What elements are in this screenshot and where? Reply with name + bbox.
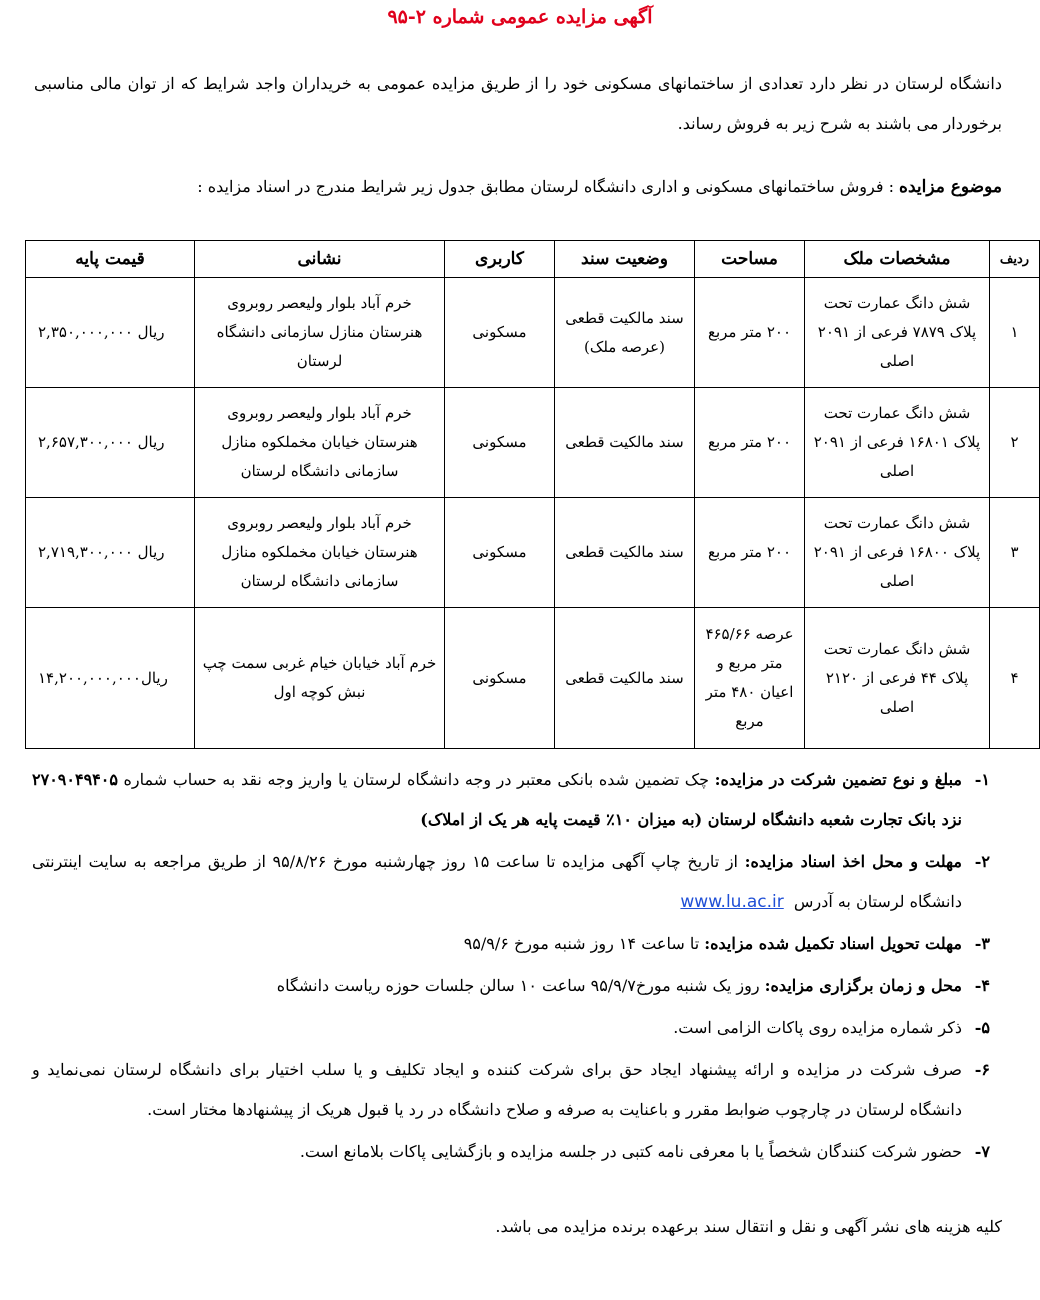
table-row [26,608,1040,749]
cell-price: ۲,۷۱۹,۳۰۰,۰۰۰ ریال [26,498,195,608]
intro-paragraph: دانشگاه لرستان در نظر دارد تعدادی از ساختمانهای مسکونی خود را از طریق مزایده عمومی به خریداران واجد شرایط که از توان مالی مناسبی برخوردار می باشند به شرح زیر به فروش رساند. [34,74,1003,133]
cell-row-number: ۱ [990,278,1040,388]
cell-row-number: ۳ [990,498,1040,608]
cell-use: مسکونی [445,278,555,388]
subject-line [34,172,1002,202]
condition-heading: مهلت تحویل اسناد تکمیل شده مزایده: [704,934,962,953]
cell-address: خرم آباد بلوار ولیعصر روبروی هنرستان منازل سازمانی دانشگاه لرستان [195,278,445,388]
header-area: مساحت [695,241,805,278]
condition-item [32,1132,990,1172]
cell-area: عرصه ۴۶۵/۶۶ متر مربع و اعیان ۴۸۰ متر مربع [695,608,805,749]
condition-text: حضور شرکت کنندگان شخصاً یا با معرفی نامه کتبی در جلسه مزایده و بازگشایی پاکات بلامانع است. [299,1142,962,1161]
condition-heading: مهلت و محل اخذ اسناد مزایده: [744,852,962,871]
cell-deed: سند مالکیت قطعی (عرصه ملک) [555,278,695,388]
header-price: قیمت پایه [26,241,195,278]
page-title: آگهی مزایده عمومی شماره ۲-۹۵ [387,6,653,28]
cell-spec: شش دانگ عمارت تحت پلاک ۱۶۸۰۱ فرعی از ۲۰۹۱ اصلی [805,388,990,498]
condition-number: ۵- [974,1018,990,1037]
cell-deed: سند مالکیت قطعی [555,498,695,608]
cell-area: ۲۰۰ متر مربع [695,498,805,608]
table-row [26,388,1040,498]
header-row-number: ردیف [990,241,1040,278]
condition-item [32,1008,990,1048]
cell-area: ۲۰۰ متر مربع [695,278,805,388]
condition-text: چک تضمین شده بانکی معتبر در وجه دانشگاه لرستان یا واریز وجه نقد به حساب شماره [117,770,715,789]
cell-use: مسکونی [445,388,555,498]
footer-note: کلیه هزینه های نشر آگهی و نقل و انتقال سند برعهده برنده مزایده می باشد. [495,1217,1002,1236]
condition-heading: مبلغ و نوع تضمین شرکت در مزایده: [714,770,963,789]
header-address: نشانی [195,241,445,278]
condition-item [32,924,990,964]
condition-text: روز یک شنبه مورخ۹۵/۹/۷ ساعت ۱۰ سالن جلسات حوزه ریاست دانشگاه [276,976,765,995]
condition-bold-tail: ۲۷۰۹۰۴۹۴۰۵ نزد بانک تجارت شعبه دانشگاه لرستان (به میزان ۱۰٪ قیمت پایه هر یک از املاک) [32,770,962,829]
condition-text: صرف شرکت در مزایده و ارائه پیشنهاد ایجاد حق برای شرکت کننده و ایجاد تکلیف و یا سلب اختیار برای دانشگاه لرستان نمی‌نماید و دانشگاه لرستان در چارچوب ضوابط مقرر و باعنایت به صرفه و صلاح دانشگاه در رد یا قبول هریک از پیشنهادها مختار است. [32,1060,962,1119]
cell-spec: شش دانگ عمارت تحت پلاک ۴۴ فرعی از ۲۱۲۰ اصلی [805,608,990,749]
condition-text: ذکر شماره مزایده روی پاکات الزامی است. [673,1018,962,1037]
cell-address: خرم آباد بلوار ولیعصر روبروی هنرستان خیابان مخملکوه منازل سازمانی دانشگاه لرستان [195,498,445,608]
condition-number: ۶- [974,1060,990,1079]
condition-number: ۴- [974,976,990,995]
cell-address: خرم آباد خیابان خیام غربی سمت چپ نبش کوچه اول [195,608,445,749]
condition-item [32,842,990,922]
table-row [26,278,1040,388]
cell-price: ۱۴,۲۰۰,۰۰۰,۰۰۰ریال [26,608,195,749]
cell-use: مسکونی [445,608,555,749]
subject-text: : فروش ساختمانهای مسکونی و اداری دانشگاه لرستان مطابق جدول زیر شرایط مندرج در اسناد مزایده : [197,177,900,196]
cell-spec: شش دانگ عمارت تحت پلاک ۱۶۸۰۰ فرعی از ۲۰۹۱ اصلی [805,498,990,608]
condition-text: تا ساعت ۱۴ روز شنبه مورخ ۹۵/۹/۶ [463,934,705,953]
condition-text: از تاریخ چاپ آگهی مزایده تا ساعت ۱۵ روز چهارشنبه مورخ ۹۵/۸/۲۶ از طریق مراجعه به سایت اینترنتی دانشگاه لرستان به آدرس [32,852,962,911]
condition-number: ۷- [974,1142,990,1161]
subject-label: موضوع مزایده [899,177,1002,197]
condition-heading: محل و زمان برگزاری مزایده: [764,976,962,995]
table-header-row [26,241,1040,278]
condition-number: ۱- [974,770,990,789]
cell-deed: سند مالکیت قطعی [555,608,695,749]
cell-area: ۲۰۰ متر مربع [695,388,805,498]
condition-item [32,966,990,1006]
cell-address: خرم آباد بلوار ولیعصر روبروی هنرستان خیابان مخملکوه منازل سازمانی دانشگاه لرستان [195,388,445,498]
conditions-list [32,760,990,1174]
condition-number: ۲- [974,852,990,871]
condition-number: ۳- [974,934,990,953]
condition-item [32,1050,990,1130]
cell-row-number: ۴ [990,608,1040,749]
header-use: کاربری [445,241,555,278]
cell-row-number: ۲ [990,388,1040,498]
properties-table [25,240,1040,749]
condition-item [32,760,990,840]
website-link[interactable]: www.lu.ac.ir [680,892,784,912]
table-row [26,498,1040,608]
cell-price: ۲,۳۵۰,۰۰۰,۰۰۰ ریال [26,278,195,388]
cell-use: مسکونی [445,498,555,608]
cell-deed: سند مالکیت قطعی [555,388,695,498]
cell-price: ۲,۶۵۷,۳۰۰,۰۰۰ ریال [26,388,195,498]
cell-spec: شش دانگ عمارت تحت پلاک ۷۸۷۹ فرعی از ۲۰۹۱ اصلی [805,278,990,388]
header-spec: مشخصات ملک [805,241,990,278]
header-deed: وضعیت سند [555,241,695,278]
